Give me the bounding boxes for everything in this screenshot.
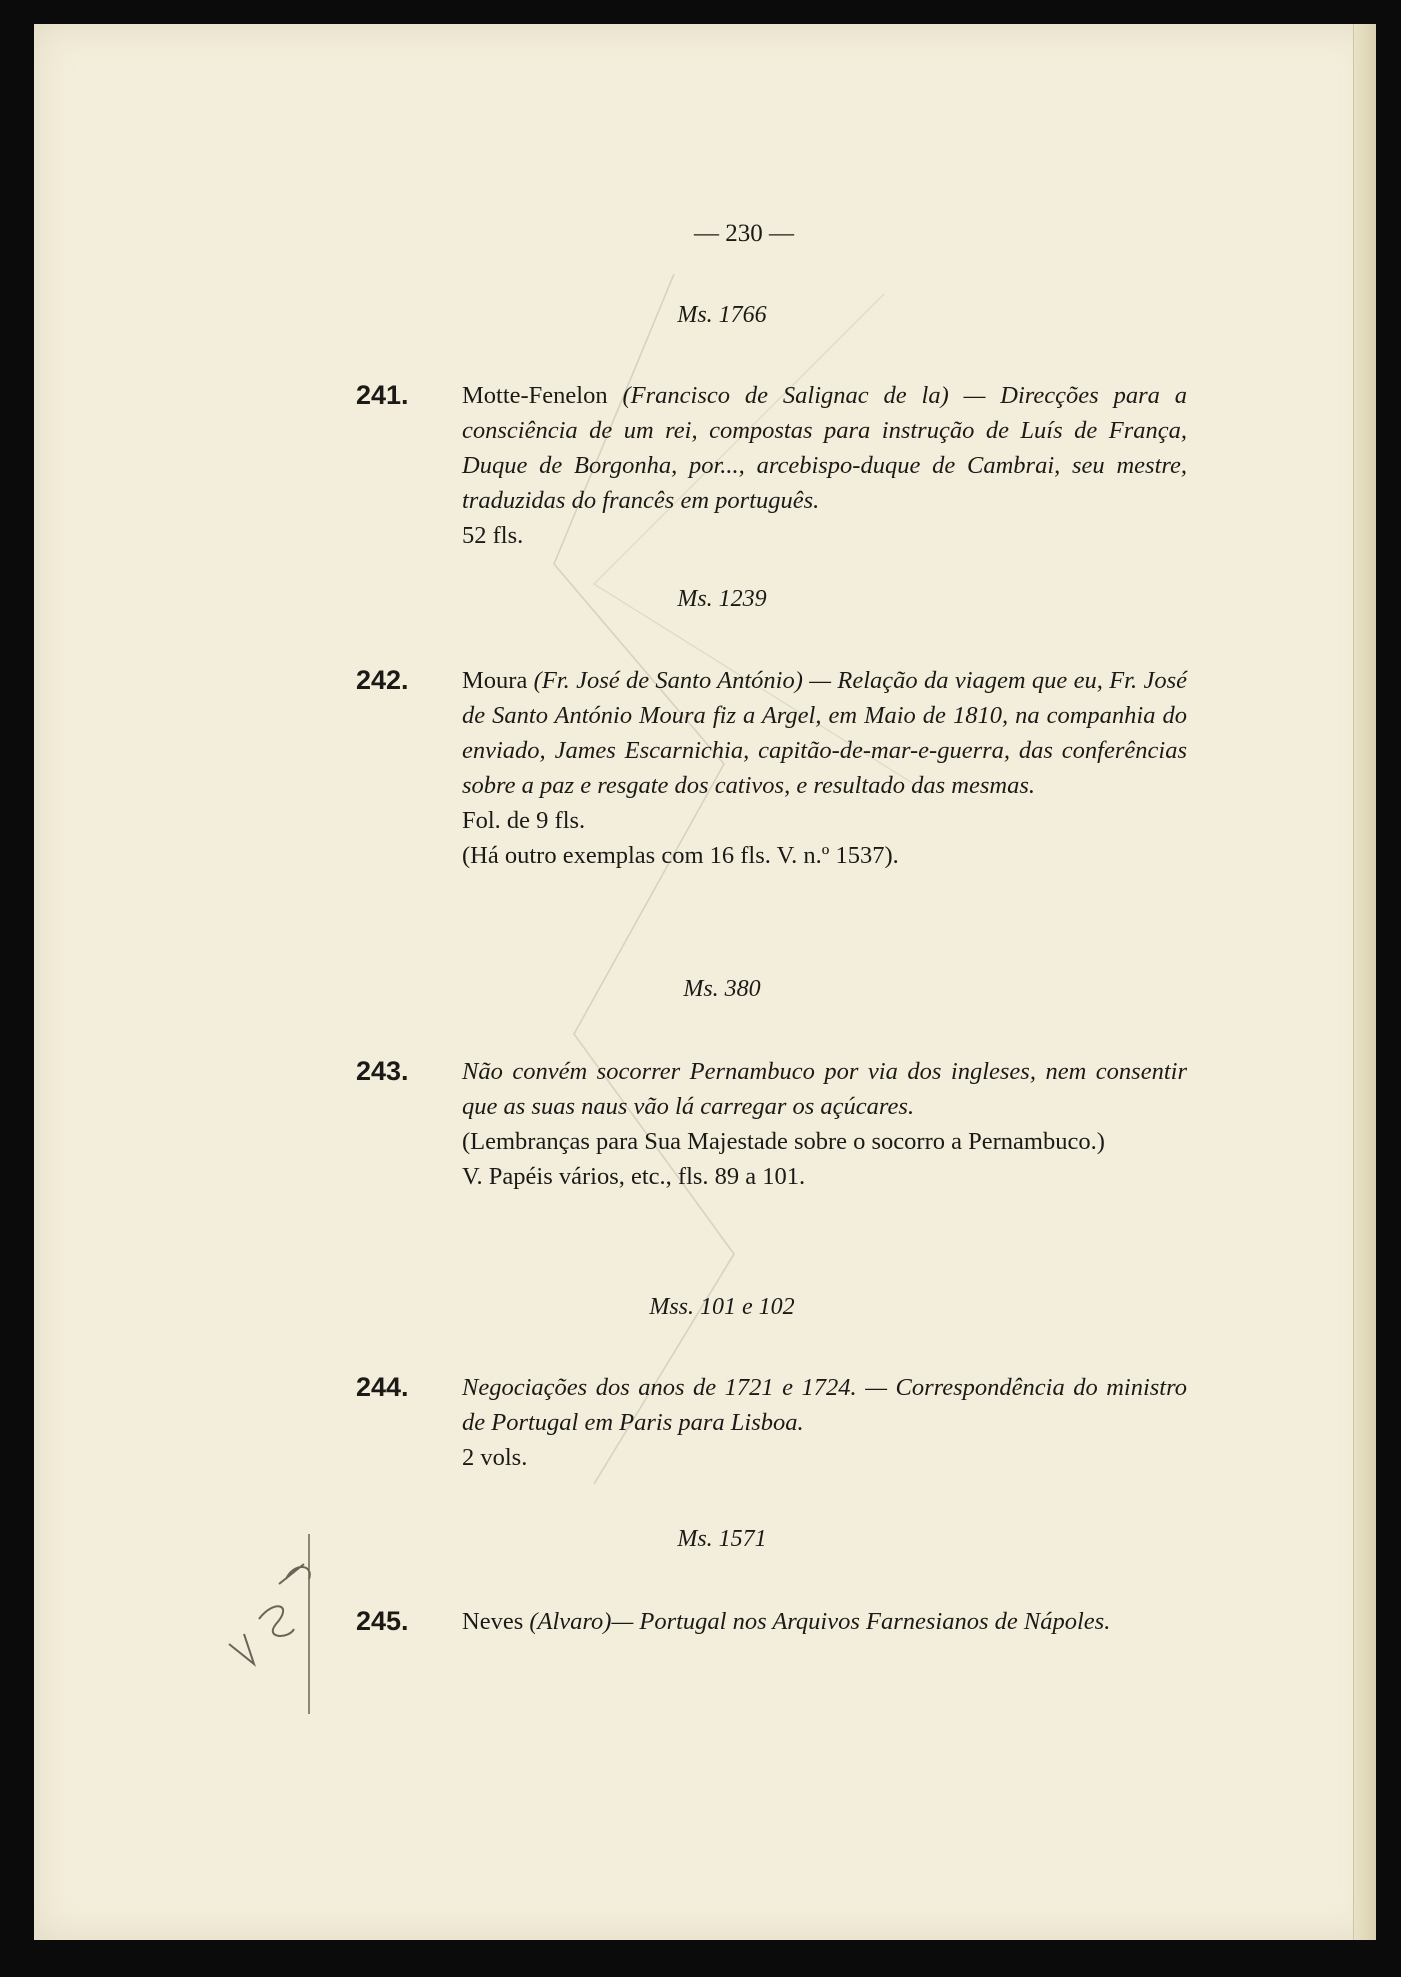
shelf-mark: Ms. 1571 (677, 1526, 767, 1552)
entry-detail: (Lembranças para Sua Majestade sobre o socorro a Pernambuco.) (462, 1128, 1105, 1155)
entry-title: Negociações dos anos de 1721 e 1724. — Correspondência do ministro de Portugal em Paris para Lisboa. (462, 1374, 1187, 1436)
entry-detail: V. Papéis vários, etc., fls. 89 a 101. (462, 1163, 806, 1190)
entry-detail: 2 vols. (462, 1444, 528, 1471)
entry-heading (462, 1604, 1187, 1639)
entry-number: 245. (356, 1606, 409, 1636)
entry-body (462, 378, 1187, 553)
entry-title: Portugal nos Arquivos Farnesianos de Nápoles. (639, 1608, 1111, 1635)
entry-author: Neves (462, 1608, 530, 1635)
entry-author: Moura (462, 667, 534, 694)
entry-detail: (Há outro exemplas com 16 fls. V. n.º 1537). (462, 842, 899, 869)
entry-heading (462, 378, 1187, 518)
entry-author-note: (Fr. José de Santo António) (533, 667, 803, 694)
entry-author-note: (Francisco de Salignac de la) (622, 382, 949, 409)
entry-body (462, 1054, 1187, 1194)
entry-title: Direcções para a consciência de um rei, compostas para instrução de Luís de França, Duque de Borgonha, por..., arcebispo-duque de Cambrai, seu mestre, traduzidas do francês em português. (462, 382, 1187, 514)
entry-author: Motte-Fenelon (462, 382, 623, 409)
entry-body (462, 1370, 1187, 1475)
entry-number: 244. (356, 1372, 409, 1402)
entry-body (462, 663, 1187, 873)
entry-author-note: (Alvaro) (529, 1608, 612, 1635)
entry-number: 242. (356, 665, 409, 695)
shelf-mark: Ms. 1766 (677, 302, 767, 328)
entry-title: Relação da viagem que eu, Fr. José de Santo António Moura fiz a Argel, em Maio de 1810, na companhia do enviado, James Escarnichia, capitão-de-mar-e-guerra, das conferências sobre a paz e resgate dos cativos, e resultado das mesmas. (462, 667, 1188, 799)
entry-heading (462, 663, 1187, 803)
entry-separator: — (611, 1608, 640, 1635)
shelf-mark: Ms. 380 (683, 976, 761, 1002)
entry-title: Não convém socorrer Pernambuco por via dos ingleses, nem consentir que as suas naus vão lá carregar os açúcares. (462, 1058, 1187, 1120)
entry-number: 243. (356, 1056, 409, 1086)
document-page (34, 24, 1376, 1940)
shelf-mark: Mss. 101 e 102 (649, 1294, 795, 1320)
margin-handwritten-note (214, 1524, 334, 1724)
entry-separator: — (948, 382, 1001, 409)
shelf-mark: Ms. 1239 (677, 586, 767, 612)
entry-detail: 52 fls. (462, 522, 524, 549)
entry-body (462, 1604, 1187, 1639)
entry-separator: — (802, 667, 838, 694)
entry-number: 241. (356, 380, 409, 410)
page-number: — 230 — (694, 220, 794, 247)
entry-detail: Fol. de 9 fls. (462, 807, 586, 834)
